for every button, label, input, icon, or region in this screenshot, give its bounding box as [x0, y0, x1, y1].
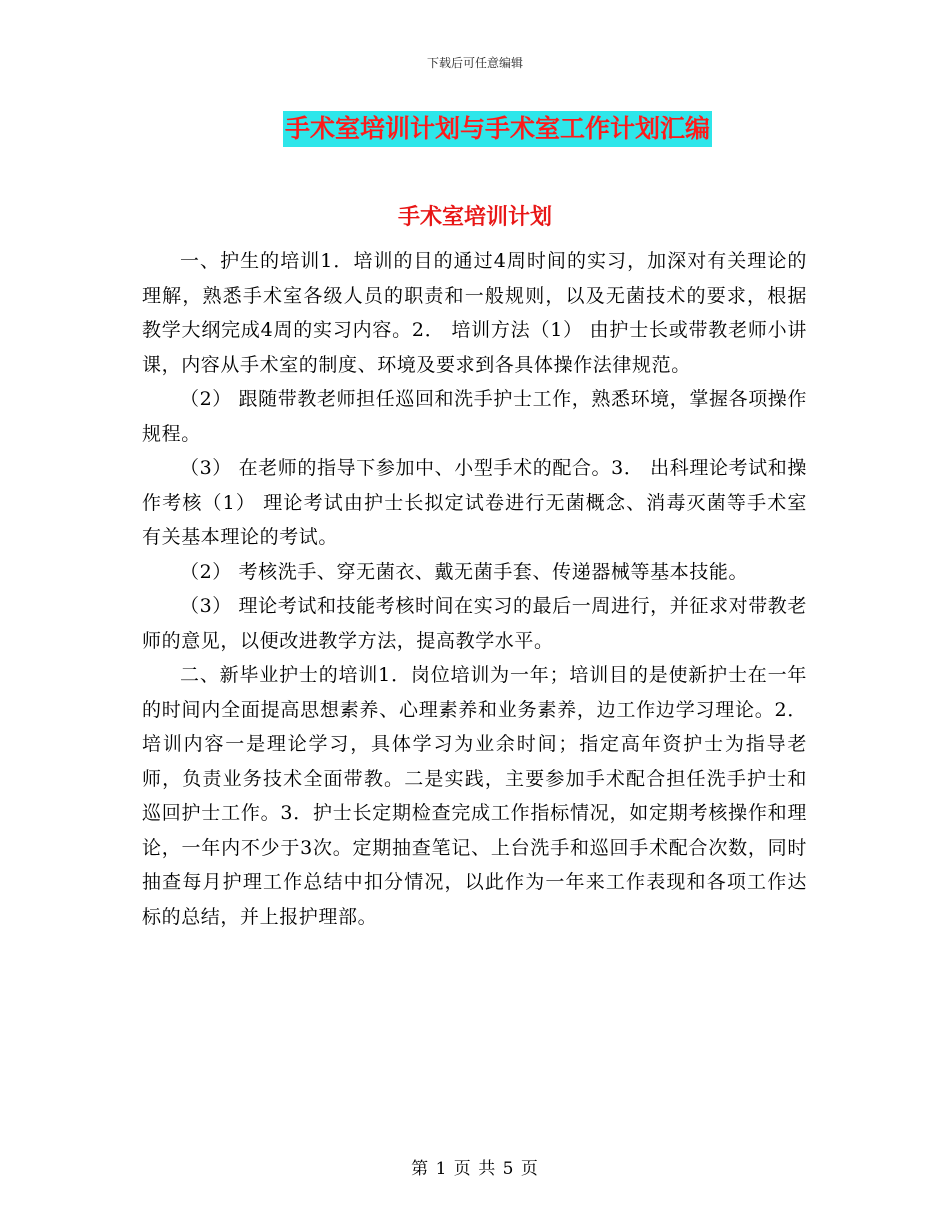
document-title-container — [0, 111, 950, 147]
page-footer: 第 1 页 共 5 页 — [411, 1159, 539, 1179]
section-title: 手术室培训计划 — [397, 204, 552, 230]
paragraph: 二、新毕业护士的培训1．岗位培训为一年；培训目的是使新护士在一年的时间内全面提高思想素养、心理素养和业务素养，边工作边学习理论。2．培训内容一是理论学习，具体学习为业余时间；指定高年资护士为指导老师，负责业务技术全面带教。二是实践，主要参加手术配合担任洗手护士和巡回护士工作。3．护士长定期检查完成工作指标情况，如定期考核操作和理论，一年内不少于3次。定期抽查笔记、上台洗手和巡回手术配合次数，同时抽查每月护理工作总结中扣分情况，以此作为一年来工作表现和各项工作达标的总结，并上报护理部。 — [142, 664, 807, 928]
document-title: 手术室培训计划与手术室工作计划汇编 — [283, 111, 712, 147]
paragraph: （2） 考核洗手、穿无菌衣、戴无菌手套、传递器械等基本技能。 — [180, 560, 749, 583]
paragraph: （2） 跟随带教老师担任巡回和洗手护士工作，熟悉环境，掌握各项操作规程。 — [142, 388, 807, 445]
page-header-note: 下载后可任意编辑 — [426, 56, 523, 70]
paragraph: （3） 在老师的指导下参加中、小型手术的配合。3． 出科理论考试和操作考核（1） 理论考试由护士长拟定试卷进行无菌概念、消毒灭菌等手术室有关基本理论的考试。 — [142, 457, 807, 548]
document-body — [142, 244, 807, 934]
paragraph: （3） 理论考试和技能考核时间在实习的最后一周进行，并征求对带教老师的意见，以便改进教学方法，提高教学水平。 — [142, 595, 807, 652]
paragraph: 一、护生的培训1．培训的目的通过4周时间的实习，加深对有关理论的理解，熟悉手术室各级人员的职责和一般规则，以及无菌技术的要求，根据教学大纲完成4周的实习内容。2． 培训方法（1） 由护士长或带教老师小讲课，内容从手术室的制度、环境及要求到各具体操作法律规范。 — [142, 250, 807, 376]
